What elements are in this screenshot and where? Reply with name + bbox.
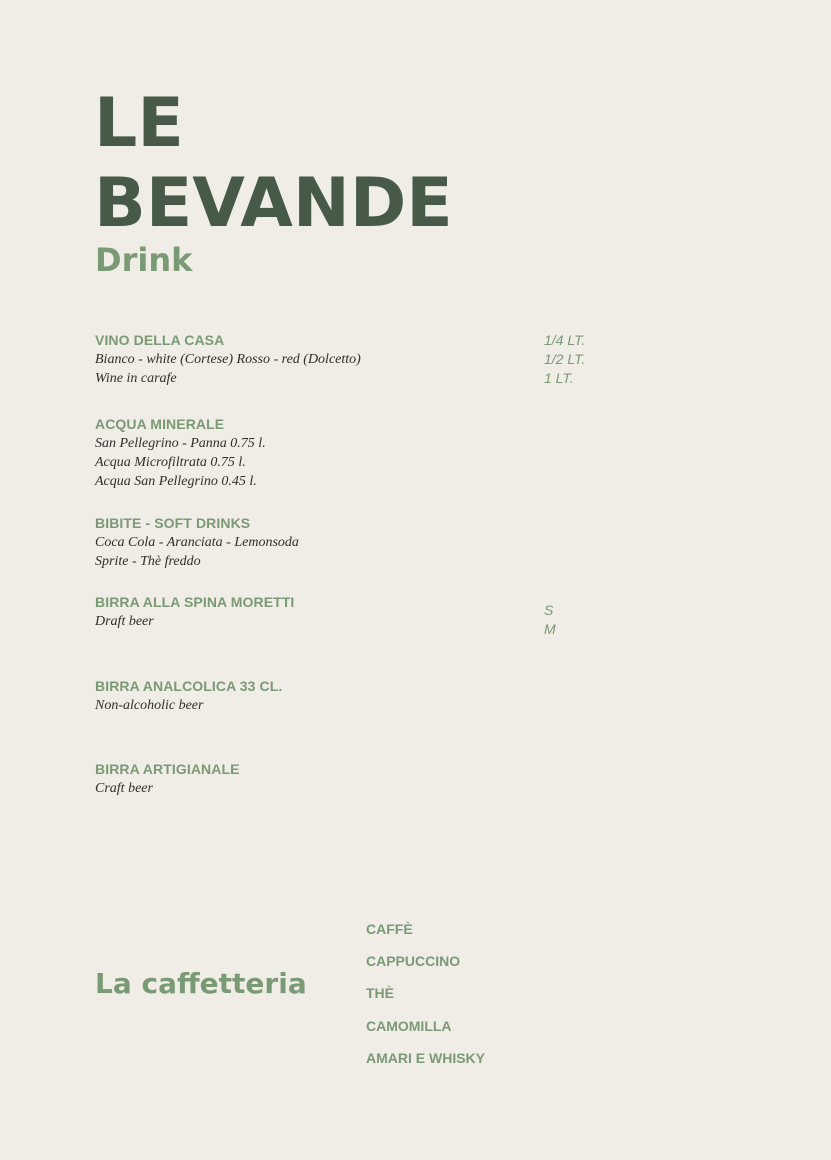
caffetteria-item: CAMOMILLA (366, 1017, 452, 1034)
section-heading: BIBITE - SOFT DRINKS (95, 515, 251, 531)
caffetteria-item: CAFFÈ (366, 921, 413, 937)
section-line: Wine in carafe (95, 371, 177, 386)
section-heading: ACQUA MINERALE (95, 416, 225, 432)
section-heading: BIRRA ANALCOLICA 33 CL. (95, 678, 283, 694)
caffetteria-list (366, 913, 485, 1074)
menu-section-birra-artigianale (95, 760, 535, 798)
section-heading: BIRRA ALLA SPINA MORETTI (95, 594, 295, 610)
section-line: Coca Cola - Aranciata - Lemonsoda (95, 535, 299, 550)
section-line: Craft beer (95, 781, 153, 796)
size-label: 1 LT. (544, 370, 574, 386)
section-line: Draft beer (95, 614, 154, 629)
menu-section-acqua (95, 415, 535, 491)
section-heading: VINO DELLA CASA (95, 332, 225, 348)
menu-section-birra-spina (95, 593, 535, 631)
menu-section-bibite (95, 514, 535, 571)
page-title (94, 84, 453, 244)
caffetteria-title: La caffetteria (95, 967, 307, 1000)
size-label: M (544, 621, 556, 637)
caffetteria-item: THÈ (366, 985, 394, 1002)
page-title-line1: LE (94, 84, 184, 163)
caffetteria-item: CAPPUCCINO (366, 953, 461, 970)
page-subtitle: Drink (95, 241, 193, 279)
section-line: Sprite - Thè freddo (95, 554, 201, 569)
section-line: Bianco - white (Cortese) Rosso - red (Dolcetto) (95, 352, 361, 367)
size-list-vino (544, 331, 585, 388)
size-label: S (544, 602, 554, 618)
menu-section-birra-analcolica (95, 677, 535, 715)
section-line: San Pellegrino - Panna 0.75 l. (95, 436, 266, 451)
size-label: 1/2 LT. (544, 351, 586, 367)
section-line: Acqua Microfiltrata 0.75 l. (95, 455, 246, 470)
size-list-birra-spina (544, 601, 556, 639)
size-label: 1/4 LT. (544, 332, 586, 348)
section-heading: BIRRA ARTIGIANALE (95, 761, 240, 777)
caffetteria-item: AMARI E WHISKY (366, 1049, 485, 1066)
menu-section-vino (95, 331, 535, 388)
page-title-line2: BEVANDE (94, 164, 453, 243)
section-line: Acqua San Pellegrino 0.45 l. (95, 474, 257, 489)
section-line: Non-alcoholic beer (95, 698, 204, 713)
